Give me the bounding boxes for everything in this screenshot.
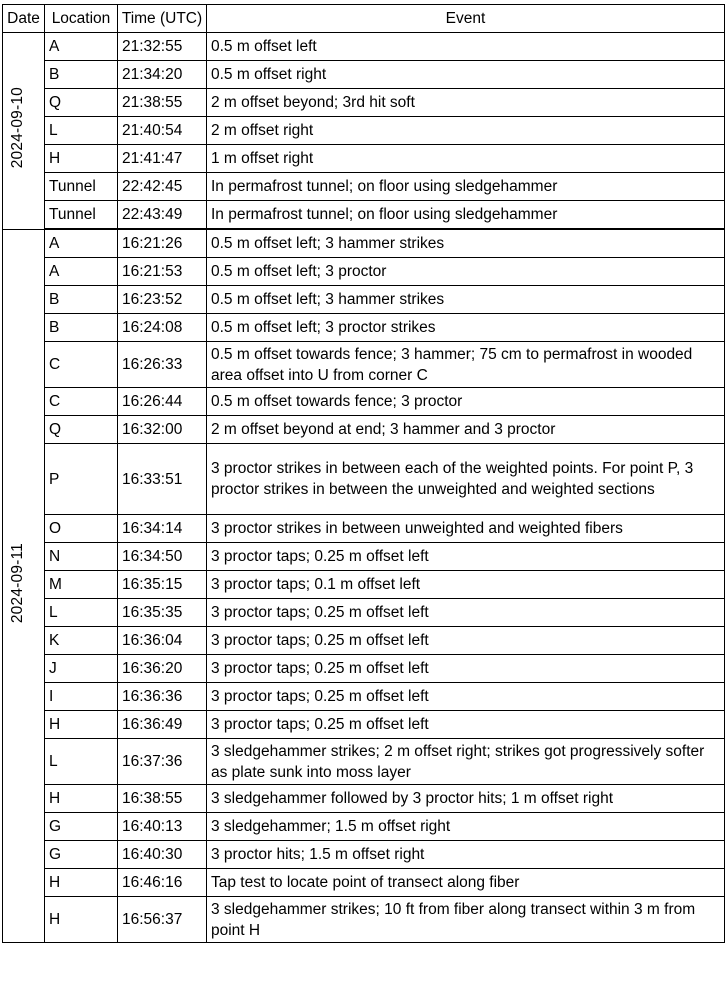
time-cell: 21:32:55: [118, 33, 207, 61]
time-cell: 16:37:36: [118, 739, 207, 785]
table-row: [3, 841, 725, 869]
table-row: [3, 416, 725, 444]
time-cell: 16:36:04: [118, 627, 207, 655]
date-cell: [3, 229, 45, 943]
event-cell: Tap test to locate point of transect along fiber: [207, 869, 725, 897]
time-cell: 16:38:55: [118, 785, 207, 813]
time-cell: 16:21:53: [118, 258, 207, 286]
event-cell: 3 proctor taps; 0.25 m offset left: [207, 599, 725, 627]
location-cell: J: [45, 655, 118, 683]
location-cell: B: [45, 61, 118, 89]
time-cell: 16:33:51: [118, 444, 207, 515]
time-cell: 16:26:33: [118, 342, 207, 388]
location-cell: L: [45, 599, 118, 627]
location-cell: Tunnel: [45, 201, 118, 230]
event-cell: 0.5 m offset left: [207, 33, 725, 61]
location-cell: G: [45, 813, 118, 841]
event-cell: 2 m offset beyond; 3rd hit soft: [207, 89, 725, 117]
time-cell: 22:43:49: [118, 201, 207, 230]
time-cell: 16:35:15: [118, 571, 207, 599]
table-row: [3, 683, 725, 711]
location-cell: C: [45, 388, 118, 416]
event-cell: 3 sledgehammer strikes; 10 ft from fiber along transect within 3 m from point H: [207, 897, 725, 943]
location-cell: A: [45, 229, 118, 258]
table-row: [3, 711, 725, 739]
time-cell: 16:35:35: [118, 599, 207, 627]
event-cell: 2 m offset right: [207, 117, 725, 145]
event-cell: 3 proctor taps; 0.25 m offset left: [207, 683, 725, 711]
event-cell: 0.5 m offset right: [207, 61, 725, 89]
event-cell: 3 sledgehammer followed by 3 proctor hits; 1 m offset right: [207, 785, 725, 813]
time-cell: 21:34:20: [118, 61, 207, 89]
table-row: [3, 543, 725, 571]
time-cell: 16:26:44: [118, 388, 207, 416]
table-row: [3, 388, 725, 416]
table-row: [3, 117, 725, 145]
table-row: [3, 813, 725, 841]
time-cell: 22:42:45: [118, 173, 207, 201]
event-cell: 2 m offset beyond at end; 3 hammer and 3 proctor: [207, 416, 725, 444]
time-cell: 16:56:37: [118, 897, 207, 943]
location-cell: B: [45, 286, 118, 314]
table-row: [3, 897, 725, 943]
time-cell: 21:38:55: [118, 89, 207, 117]
location-cell: H: [45, 145, 118, 173]
time-cell: 16:34:14: [118, 515, 207, 543]
table-row: [3, 201, 725, 230]
event-cell: 3 proctor taps; 0.25 m offset left: [207, 627, 725, 655]
header-date: Date: [3, 5, 45, 33]
time-cell: 16:24:08: [118, 314, 207, 342]
event-cell: 0.5 m offset left; 3 hammer strikes: [207, 229, 725, 258]
location-cell: A: [45, 33, 118, 61]
location-cell: H: [45, 711, 118, 739]
location-cell: N: [45, 543, 118, 571]
header-event: Event: [207, 5, 725, 33]
table-row: [3, 89, 725, 117]
header-time: Time (UTC): [118, 5, 207, 33]
time-cell: 16:46:16: [118, 869, 207, 897]
table-row: [3, 33, 725, 61]
location-cell: B: [45, 314, 118, 342]
location-cell: H: [45, 869, 118, 897]
time-cell: 16:21:26: [118, 229, 207, 258]
time-cell: 21:41:47: [118, 145, 207, 173]
location-cell: I: [45, 683, 118, 711]
event-cell: 0.5 m offset towards fence; 3 proctor: [207, 388, 725, 416]
event-cell: 3 proctor taps; 0.25 m offset left: [207, 543, 725, 571]
event-cell: In permafrost tunnel; on floor using sledgehammer: [207, 201, 725, 230]
table-row: [3, 61, 725, 89]
location-cell: L: [45, 117, 118, 145]
event-cell: 3 proctor hits; 1.5 m offset right: [207, 841, 725, 869]
location-cell: Q: [45, 416, 118, 444]
event-cell: 3 proctor taps; 0.25 m offset left: [207, 711, 725, 739]
table-row: [3, 785, 725, 813]
table-row: [3, 599, 725, 627]
table-row: [3, 314, 725, 342]
table-row: [3, 173, 725, 201]
event-cell: 0.5 m offset left; 3 proctor: [207, 258, 725, 286]
event-log-table: [2, 4, 725, 943]
date-label: 2024-09-11: [9, 542, 26, 623]
header-row: [3, 5, 725, 33]
table-row: [3, 286, 725, 314]
table-row: [3, 869, 725, 897]
location-cell: Tunnel: [45, 173, 118, 201]
event-cell: In permafrost tunnel; on floor using sledgehammer: [207, 173, 725, 201]
location-cell: P: [45, 444, 118, 515]
time-cell: 16:23:52: [118, 286, 207, 314]
time-cell: 16:36:49: [118, 711, 207, 739]
location-cell: H: [45, 897, 118, 943]
location-cell: M: [45, 571, 118, 599]
event-cell: 1 m offset right: [207, 145, 725, 173]
location-cell: G: [45, 841, 118, 869]
time-cell: 16:40:13: [118, 813, 207, 841]
event-cell: 3 proctor strikes in between unweighted and weighted fibers: [207, 515, 725, 543]
event-cell: 3 proctor taps; 0.1 m offset left: [207, 571, 725, 599]
location-cell: C: [45, 342, 118, 388]
time-cell: 16:34:50: [118, 543, 207, 571]
location-cell: K: [45, 627, 118, 655]
table-row: [3, 342, 725, 388]
table-row: [3, 145, 725, 173]
event-cell: 0.5 m offset left; 3 proctor strikes: [207, 314, 725, 342]
location-cell: L: [45, 739, 118, 785]
time-cell: 21:40:54: [118, 117, 207, 145]
table-row: [3, 258, 725, 286]
event-cell: 3 proctor taps; 0.25 m offset left: [207, 655, 725, 683]
time-cell: 16:32:00: [118, 416, 207, 444]
time-cell: 16:36:36: [118, 683, 207, 711]
event-cell: 0.5 m offset left; 3 hammer strikes: [207, 286, 725, 314]
date-label: 2024-09-10: [9, 87, 26, 169]
table-row: [3, 229, 725, 258]
location-cell: H: [45, 785, 118, 813]
event-cell: 3 sledgehammer; 1.5 m offset right: [207, 813, 725, 841]
date-cell: [3, 33, 45, 230]
location-cell: O: [45, 515, 118, 543]
table-row: [3, 444, 725, 515]
event-cell: 3 proctor strikes in between each of the weighted points. For point P, 3 proctor strikes in between the unweighted and weighted sections: [207, 444, 725, 515]
table-row: [3, 655, 725, 683]
day-group-2024-09-10: [3, 33, 725, 230]
time-cell: 16:36:20: [118, 655, 207, 683]
table-row: [3, 571, 725, 599]
location-cell: A: [45, 258, 118, 286]
day-group-2024-09-11: [3, 229, 725, 943]
header-location: Location: [45, 5, 118, 33]
time-cell: 16:40:30: [118, 841, 207, 869]
table-row: [3, 515, 725, 543]
event-cell: 0.5 m offset towards fence; 3 hammer; 75 cm to permafrost in wooded area offset into U from corner C: [207, 342, 725, 388]
table-row: [3, 739, 725, 785]
location-cell: Q: [45, 89, 118, 117]
table-row: [3, 627, 725, 655]
event-cell: 3 sledgehammer strikes; 2 m offset right; strikes got progressively softer as plate sunk into moss layer: [207, 739, 725, 785]
